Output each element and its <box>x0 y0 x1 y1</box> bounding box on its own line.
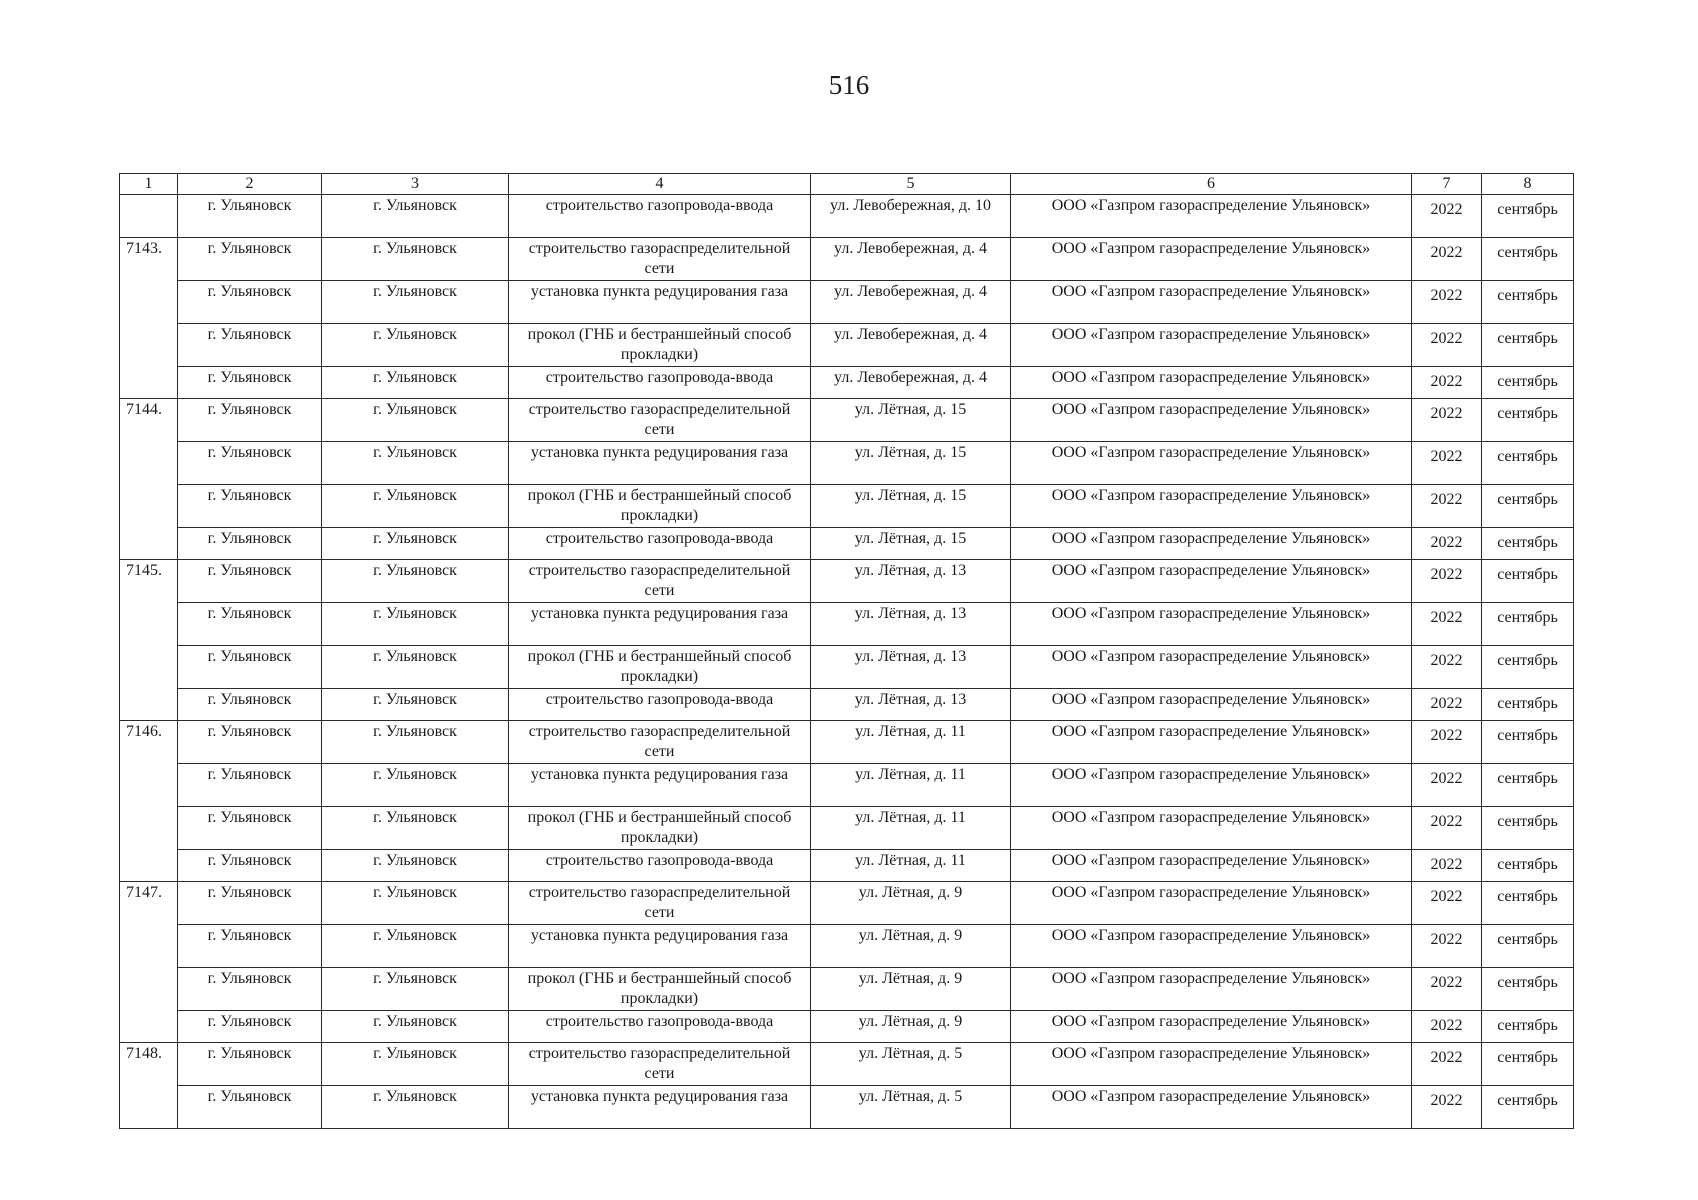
table-row <box>120 238 1574 281</box>
cell-entry-number: 7143. <box>120 238 178 281</box>
cell-address: ул. Лётная, д. 9 <box>811 1011 1011 1043</box>
cell-year: 2022 <box>1412 367 1482 399</box>
cell-work-type: прокол (ГНБ и бестраншейный способ прокладки) <box>509 485 811 528</box>
cell-organization: ООО «Газпром газораспределение Ульяновск» <box>1011 238 1412 281</box>
cell-organization: ООО «Газпром газораспределение Ульяновск» <box>1011 968 1412 1011</box>
table-row <box>120 882 1574 925</box>
column-header: 1 <box>120 174 178 195</box>
table-row <box>120 721 1574 764</box>
column-header: 2 <box>178 174 322 195</box>
cell-month: сентябрь <box>1482 689 1574 721</box>
cell-locality: г. Ульяновск <box>322 195 509 238</box>
cell-entry-number <box>120 528 178 560</box>
cell-address: ул. Левобережная, д. 4 <box>811 324 1011 367</box>
cell-district: г. Ульяновск <box>178 689 322 721</box>
cell-month: сентябрь <box>1482 646 1574 689</box>
cell-entry-number <box>120 646 178 689</box>
cell-district: г. Ульяновск <box>178 324 322 367</box>
cell-work-type: установка пункта редуцирования газа <box>509 442 811 485</box>
column-number-row <box>120 174 1574 195</box>
column-header: 6 <box>1011 174 1412 195</box>
cell-organization: ООО «Газпром газораспределение Ульяновск» <box>1011 882 1412 925</box>
cell-year: 2022 <box>1412 485 1482 528</box>
cell-month: сентябрь <box>1482 1043 1574 1086</box>
cell-organization: ООО «Газпром газораспределение Ульяновск» <box>1011 281 1412 324</box>
cell-entry-number <box>120 850 178 882</box>
cell-month: сентябрь <box>1482 238 1574 281</box>
cell-address: ул. Лётная, д. 15 <box>811 399 1011 442</box>
cell-organization: ООО «Газпром газораспределение Ульяновск» <box>1011 807 1412 850</box>
cell-work-type: установка пункта редуцирования газа <box>509 281 811 324</box>
cell-district: г. Ульяновск <box>178 367 322 399</box>
table-row <box>120 560 1574 603</box>
cell-organization: ООО «Газпром газораспределение Ульяновск» <box>1011 324 1412 367</box>
cell-locality: г. Ульяновск <box>322 1086 509 1129</box>
cell-district: г. Ульяновск <box>178 399 322 442</box>
table-row <box>120 195 1574 238</box>
cell-entry-number <box>120 195 178 238</box>
cell-organization: ООО «Газпром газораспределение Ульяновск» <box>1011 399 1412 442</box>
cell-address: ул. Лётная, д. 11 <box>811 850 1011 882</box>
cell-year: 2022 <box>1412 925 1482 968</box>
cell-address: ул. Лётная, д. 11 <box>811 764 1011 807</box>
cell-month: сентябрь <box>1482 1011 1574 1043</box>
cell-locality: г. Ульяновск <box>322 646 509 689</box>
page-number: 516 <box>828 70 870 100</box>
table-row <box>120 367 1574 399</box>
cell-locality: г. Ульяновск <box>322 968 509 1011</box>
cell-locality: г. Ульяновск <box>322 281 509 324</box>
cell-year: 2022 <box>1412 689 1482 721</box>
cell-work-type: прокол (ГНБ и бестраншейный способ прокладки) <box>509 807 811 850</box>
cell-year: 2022 <box>1412 442 1482 485</box>
registry-table <box>119 173 1574 1129</box>
cell-district: г. Ульяновск <box>178 850 322 882</box>
cell-month: сентябрь <box>1482 367 1574 399</box>
cell-month: сентябрь <box>1482 195 1574 238</box>
cell-work-type: строительство газопровода-ввода <box>509 689 811 721</box>
table-row <box>120 968 1574 1011</box>
cell-year: 2022 <box>1412 721 1482 764</box>
cell-district: г. Ульяновск <box>178 195 322 238</box>
cell-locality: г. Ульяновск <box>322 367 509 399</box>
cell-work-type: строительство газораспределительной сети <box>509 882 811 925</box>
cell-locality: г. Ульяновск <box>322 324 509 367</box>
cell-locality: г. Ульяновск <box>322 925 509 968</box>
cell-district: г. Ульяновск <box>178 485 322 528</box>
cell-entry-number <box>120 603 178 646</box>
cell-address: ул. Лётная, д. 9 <box>811 968 1011 1011</box>
table-row <box>120 850 1574 882</box>
cell-district: г. Ульяновск <box>178 925 322 968</box>
cell-locality: г. Ульяновск <box>322 721 509 764</box>
cell-district: г. Ульяновск <box>178 281 322 324</box>
cell-district: г. Ульяновск <box>178 1043 322 1086</box>
cell-organization: ООО «Газпром газораспределение Ульяновск» <box>1011 1011 1412 1043</box>
cell-district: г. Ульяновск <box>178 721 322 764</box>
cell-district: г. Ульяновск <box>178 442 322 485</box>
cell-address: ул. Лётная, д. 5 <box>811 1086 1011 1129</box>
cell-locality: г. Ульяновск <box>322 689 509 721</box>
cell-work-type: установка пункта редуцирования газа <box>509 603 811 646</box>
cell-year: 2022 <box>1412 560 1482 603</box>
cell-month: сентябрь <box>1482 442 1574 485</box>
cell-district: г. Ульяновск <box>178 238 322 281</box>
cell-locality: г. Ульяновск <box>322 764 509 807</box>
cell-district: г. Ульяновск <box>178 1086 322 1129</box>
cell-locality: г. Ульяновск <box>322 399 509 442</box>
column-header: 7 <box>1412 174 1482 195</box>
table-row <box>120 281 1574 324</box>
cell-entry-number: 7146. <box>120 721 178 764</box>
cell-year: 2022 <box>1412 528 1482 560</box>
cell-year: 2022 <box>1412 850 1482 882</box>
cell-district: г. Ульяновск <box>178 603 322 646</box>
cell-entry-number <box>120 1086 178 1129</box>
column-header: 5 <box>811 174 1011 195</box>
cell-year: 2022 <box>1412 1011 1482 1043</box>
table-row <box>120 689 1574 721</box>
cell-district: г. Ульяновск <box>178 764 322 807</box>
cell-district: г. Ульяновск <box>178 528 322 560</box>
cell-month: сентябрь <box>1482 721 1574 764</box>
table-row <box>120 324 1574 367</box>
cell-year: 2022 <box>1412 968 1482 1011</box>
cell-month: сентябрь <box>1482 968 1574 1011</box>
cell-organization: ООО «Газпром газораспределение Ульяновск» <box>1011 528 1412 560</box>
cell-work-type: строительство газораспределительной сети <box>509 560 811 603</box>
cell-organization: ООО «Газпром газораспределение Ульяновск» <box>1011 603 1412 646</box>
cell-work-type: строительство газораспределительной сети <box>509 399 811 442</box>
cell-locality: г. Ульяновск <box>322 1043 509 1086</box>
table-row <box>120 528 1574 560</box>
cell-address: ул. Лётная, д. 9 <box>811 882 1011 925</box>
cell-work-type: прокол (ГНБ и бестраншейный способ прокладки) <box>509 324 811 367</box>
cell-month: сентябрь <box>1482 850 1574 882</box>
cell-organization: ООО «Газпром газораспределение Ульяновск» <box>1011 1043 1412 1086</box>
cell-entry-number <box>120 925 178 968</box>
cell-work-type: прокол (ГНБ и бестраншейный способ прокладки) <box>509 646 811 689</box>
table-row <box>120 807 1574 850</box>
cell-organization: ООО «Газпром газораспределение Ульяновск» <box>1011 442 1412 485</box>
table-row <box>120 603 1574 646</box>
table-body <box>120 195 1574 1129</box>
cell-year: 2022 <box>1412 238 1482 281</box>
table-row <box>120 1011 1574 1043</box>
cell-year: 2022 <box>1412 399 1482 442</box>
cell-address: ул. Лётная, д. 5 <box>811 1043 1011 1086</box>
cell-organization: ООО «Газпром газораспределение Ульяновск» <box>1011 646 1412 689</box>
table-row <box>120 925 1574 968</box>
cell-entry-number <box>120 764 178 807</box>
cell-locality: г. Ульяновск <box>322 442 509 485</box>
cell-locality: г. Ульяновск <box>322 850 509 882</box>
cell-organization: ООО «Газпром газораспределение Ульяновск» <box>1011 850 1412 882</box>
cell-locality: г. Ульяновск <box>322 882 509 925</box>
cell-year: 2022 <box>1412 603 1482 646</box>
cell-month: сентябрь <box>1482 399 1574 442</box>
table-row <box>120 646 1574 689</box>
cell-work-type: строительство газопровода-ввода <box>509 367 811 399</box>
cell-address: ул. Лётная, д. 11 <box>811 721 1011 764</box>
cell-address: ул. Лётная, д. 13 <box>811 603 1011 646</box>
cell-locality: г. Ульяновск <box>322 528 509 560</box>
cell-entry-number: 7145. <box>120 560 178 603</box>
cell-district: г. Ульяновск <box>178 807 322 850</box>
cell-year: 2022 <box>1412 1043 1482 1086</box>
cell-address: ул. Левобережная, д. 10 <box>811 195 1011 238</box>
cell-year: 2022 <box>1412 882 1482 925</box>
cell-organization: ООО «Газпром газораспределение Ульяновск» <box>1011 1086 1412 1129</box>
cell-entry-number <box>120 281 178 324</box>
cell-work-type: строительство газораспределительной сети <box>509 1043 811 1086</box>
cell-work-type: установка пункта редуцирования газа <box>509 764 811 807</box>
table-row <box>120 485 1574 528</box>
cell-month: сентябрь <box>1482 882 1574 925</box>
cell-entry-number <box>120 367 178 399</box>
cell-year: 2022 <box>1412 764 1482 807</box>
cell-locality: г. Ульяновск <box>322 603 509 646</box>
cell-work-type: строительство газопровода-ввода <box>509 850 811 882</box>
cell-address: ул. Лётная, д. 9 <box>811 925 1011 968</box>
cell-month: сентябрь <box>1482 528 1574 560</box>
cell-month: сентябрь <box>1482 324 1574 367</box>
cell-organization: ООО «Газпром газораспределение Ульяновск» <box>1011 485 1412 528</box>
cell-address: ул. Лётная, д. 11 <box>811 807 1011 850</box>
cell-month: сентябрь <box>1482 560 1574 603</box>
cell-work-type: строительство газопровода-ввода <box>509 1011 811 1043</box>
cell-district: г. Ульяновск <box>178 646 322 689</box>
cell-address: ул. Лётная, д. 13 <box>811 689 1011 721</box>
cell-month: сентябрь <box>1482 925 1574 968</box>
cell-district: г. Ульяновск <box>178 968 322 1011</box>
cell-month: сентябрь <box>1482 807 1574 850</box>
cell-entry-number <box>120 968 178 1011</box>
cell-organization: ООО «Газпром газораспределение Ульяновск» <box>1011 560 1412 603</box>
cell-year: 2022 <box>1412 324 1482 367</box>
cell-organization: ООО «Газпром газораспределение Ульяновск» <box>1011 721 1412 764</box>
cell-entry-number <box>120 689 178 721</box>
cell-locality: г. Ульяновск <box>322 1011 509 1043</box>
cell-district: г. Ульяновск <box>178 1011 322 1043</box>
cell-organization: ООО «Газпром газораспределение Ульяновск» <box>1011 689 1412 721</box>
cell-entry-number <box>120 442 178 485</box>
cell-district: г. Ульяновск <box>178 560 322 603</box>
table-row <box>120 764 1574 807</box>
cell-year: 2022 <box>1412 281 1482 324</box>
cell-address: ул. Левобережная, д. 4 <box>811 281 1011 324</box>
cell-work-type: строительство газораспределительной сети <box>509 721 811 764</box>
cell-month: сентябрь <box>1482 1086 1574 1129</box>
cell-entry-number <box>120 1011 178 1043</box>
cell-work-type: строительство газопровода-ввода <box>509 528 811 560</box>
cell-entry-number: 7147. <box>120 882 178 925</box>
table-row <box>120 1086 1574 1129</box>
cell-month: сентябрь <box>1482 764 1574 807</box>
cell-work-type: установка пункта редуцирования газа <box>509 1086 811 1129</box>
cell-entry-number <box>120 807 178 850</box>
column-header: 4 <box>509 174 811 195</box>
cell-year: 2022 <box>1412 195 1482 238</box>
cell-entry-number <box>120 485 178 528</box>
cell-year: 2022 <box>1412 807 1482 850</box>
cell-entry-number <box>120 324 178 367</box>
table-row <box>120 442 1574 485</box>
cell-district: г. Ульяновск <box>178 882 322 925</box>
cell-address: ул. Лётная, д. 13 <box>811 646 1011 689</box>
cell-address: ул. Лётная, д. 15 <box>811 485 1011 528</box>
cell-month: сентябрь <box>1482 485 1574 528</box>
cell-month: сентябрь <box>1482 281 1574 324</box>
cell-locality: г. Ульяновск <box>322 238 509 281</box>
registry-table-wrapper <box>119 173 1574 1129</box>
table-row <box>120 399 1574 442</box>
cell-organization: ООО «Газпром газораспределение Ульяновск» <box>1011 367 1412 399</box>
cell-month: сентябрь <box>1482 603 1574 646</box>
cell-locality: г. Ульяновск <box>322 485 509 528</box>
cell-address: ул. Левобережная, д. 4 <box>811 238 1011 281</box>
cell-work-type: строительство газораспределительной сети <box>509 238 811 281</box>
cell-work-type: установка пункта редуцирования газа <box>509 925 811 968</box>
cell-work-type: строительство газопровода-ввода <box>509 195 811 238</box>
cell-organization: ООО «Газпром газораспределение Ульяновск» <box>1011 195 1412 238</box>
cell-organization: ООО «Газпром газораспределение Ульяновск» <box>1011 925 1412 968</box>
cell-year: 2022 <box>1412 1086 1482 1129</box>
cell-address: ул. Левобережная, д. 4 <box>811 367 1011 399</box>
column-header: 3 <box>322 174 509 195</box>
cell-entry-number: 7144. <box>120 399 178 442</box>
cell-address: ул. Лётная, д. 15 <box>811 528 1011 560</box>
cell-entry-number: 7148. <box>120 1043 178 1086</box>
cell-address: ул. Лётная, д. 13 <box>811 560 1011 603</box>
cell-work-type: прокол (ГНБ и бестраншейный способ прокладки) <box>509 968 811 1011</box>
table-row <box>120 1043 1574 1086</box>
cell-address: ул. Лётная, д. 15 <box>811 442 1011 485</box>
column-header: 8 <box>1482 174 1574 195</box>
cell-locality: г. Ульяновск <box>322 560 509 603</box>
cell-locality: г. Ульяновск <box>322 807 509 850</box>
cell-year: 2022 <box>1412 646 1482 689</box>
cell-organization: ООО «Газпром газораспределение Ульяновск» <box>1011 764 1412 807</box>
